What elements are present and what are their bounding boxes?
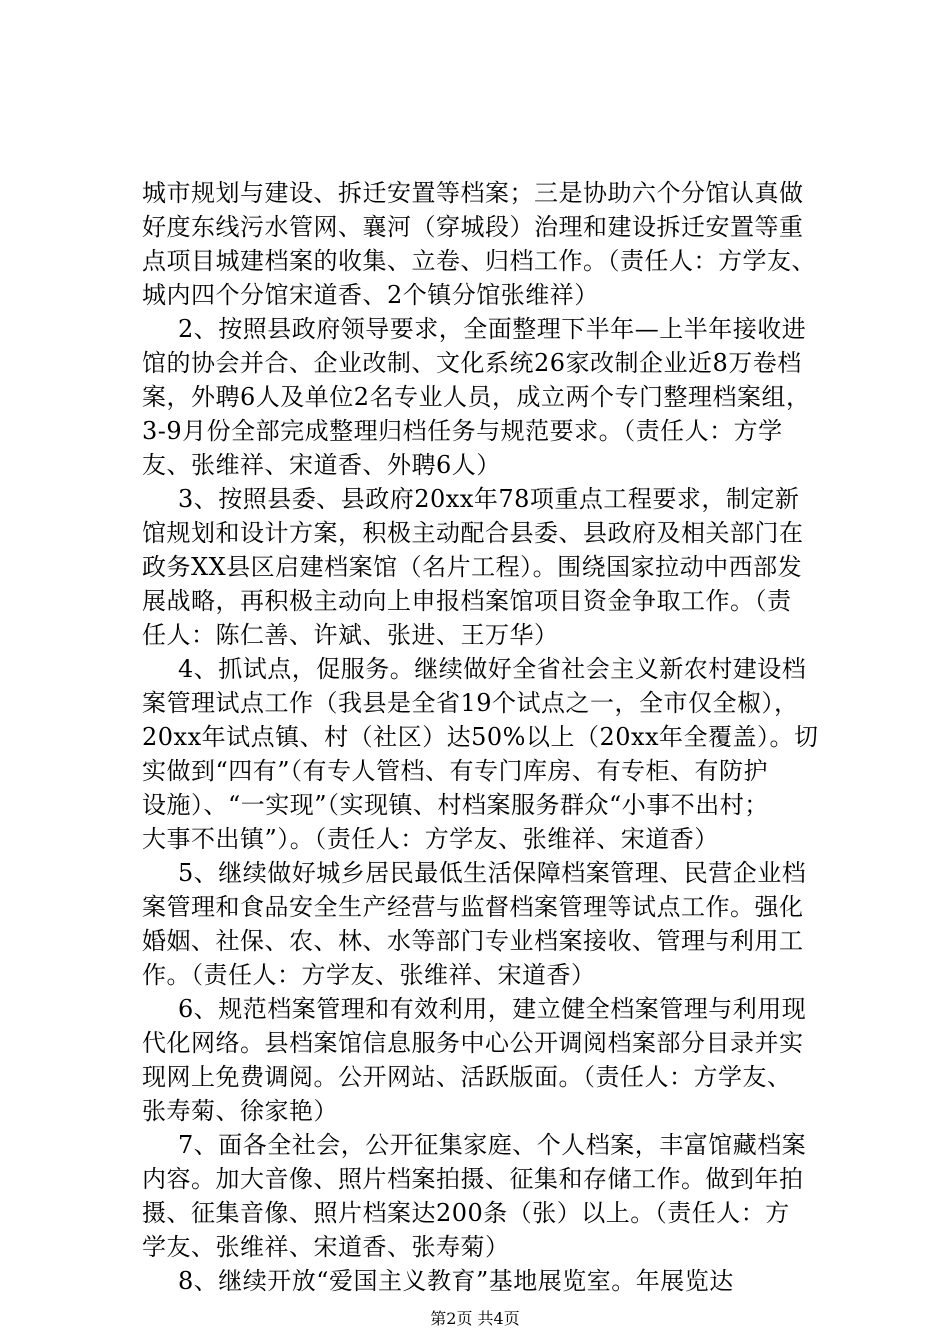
paragraph-start-7: 7、面各全社会，公开征集家庭、个人档案，丰富馆藏档案 <box>178 1131 807 1159</box>
text-line: 馆规划和设计方案，积极主动配合县委、县政府及相关部门在 <box>142 519 804 547</box>
text-line: 任人：陈仁善、许斌、张进、王万华） <box>142 621 559 649</box>
paragraph-start-2: 2、按照县政府领导要求，全面整理下半年—上半年接收进 <box>178 315 807 343</box>
text-line: 3-9月份全部完成整理归档任务与规范要求。（责任人：方学 <box>142 417 783 445</box>
text-line: 政务XX县区启建档案馆（名片工程）。围绕国家拉动中西部发 <box>142 553 803 581</box>
text-line: 馆的协会并合、企业改制、文化系统26家改制企业近8万卷档 <box>142 349 802 377</box>
text-line: 城市规划与建设、拆迁安置等档案；三是协助六个分馆认真做 <box>142 179 804 207</box>
text-line: 展战略，再积极主动向上申报档案馆项目资金争取工作。（责 <box>142 587 792 615</box>
paragraph-start-8: 8、继续开放“爱国主义教育”基地展览室。年展览达 <box>178 1267 734 1295</box>
text-line: 城内四个分馆宋道香、2个镇分馆张维祥） <box>142 281 599 309</box>
text-line: 好度东线污水管网、襄河（穿城段）治理和建设拆迁安置等重 <box>142 213 804 241</box>
text-line: 案管理和食品安全生产经营与监督档案管理等试点工作。强化 <box>142 893 804 921</box>
text-line: 摄、征集音像、照片档案达200条（张）以上。（责任人：方 <box>142 1199 790 1227</box>
text-line: 点项目城建档案的收集、立卷、归档工作。（责任人：方学友、 <box>142 247 816 275</box>
page-footer: 第2页 共4页 <box>430 1309 520 1328</box>
paragraph-start-3: 3、按照县委、县政府20xx年78项重点工程要求，制定新 <box>178 485 800 513</box>
text-line: 婚姻、社保、农、林、水等部门专业档案接收、管理与利用工 <box>142 927 804 955</box>
text-line: 学友、张维祥、宋道香、张寿菊） <box>142 1233 510 1261</box>
paragraph-start-4: 4、抓试点，促服务。继续做好全省社会主义新农村建设档 <box>178 655 807 683</box>
text-line: 案，外聘6人及单位2名专业人员，成立两个专门整理档案组， <box>142 383 811 411</box>
text-line: 作。（责任人：方学友、张维祥、宋道香） <box>142 961 596 989</box>
paragraph-start-5: 5、继续做好城乡居民最低生活保障档案管理、民营企业档 <box>178 859 807 887</box>
text-line: 设施）、“一实现”（实现镇、村档案服务群众“小事不出村； <box>142 791 769 819</box>
text-line: 友、张维祥、宋道香、外聘6人） <box>142 451 501 479</box>
text-line: 20xx年试点镇、村（社区）达50%以上（20xx年全覆盖）。切 <box>142 723 819 751</box>
text-line: 现网上免费调阅。公开网站、活跃版面。（责任人：方学友、 <box>142 1063 792 1091</box>
paragraph-start-6: 6、规范档案管理和有效利用，建立健全档案管理与利用现 <box>178 995 807 1023</box>
text-line: 大事不出镇”）。（责任人：方学友、张维祥、宋道香） <box>142 825 719 853</box>
text-line: 案管理试点工作（我县是全省19个试点之一，全市仅全椒）， <box>142 689 799 717</box>
text-line: 代化网络。县档案馆信息服务中心公开调阅档案部分目录并实 <box>142 1029 804 1057</box>
text-line: 实做到“四有”（有专人管档、有专门库房、有专柜、有防护 <box>142 757 769 785</box>
text-line: 内容。加大音像、照片档案拍摄、征集和存储工作。做到年拍 <box>142 1165 804 1193</box>
text-line: 张寿菊、徐家艳） <box>142 1097 338 1125</box>
